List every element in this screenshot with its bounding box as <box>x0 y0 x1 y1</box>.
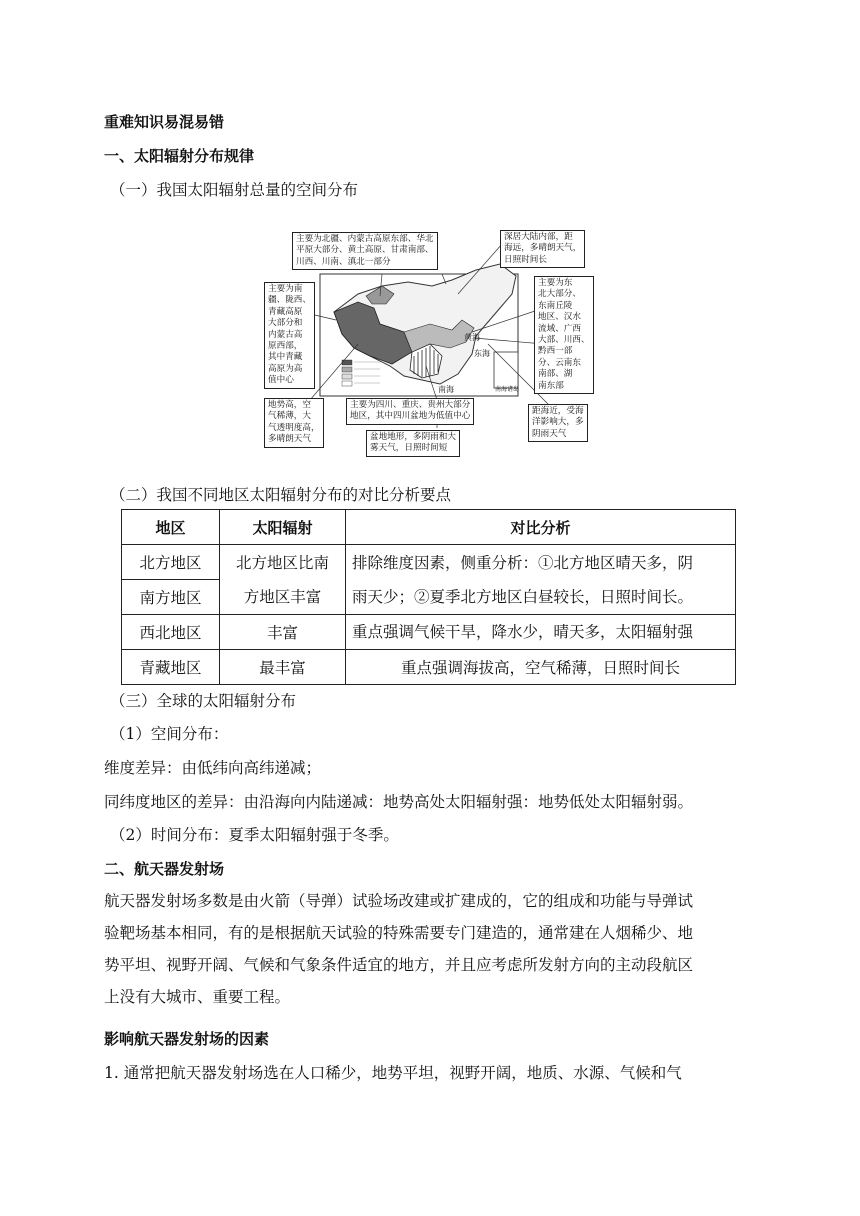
paragraph-line: 验靶场基本相同，有的是根据航天试验的特殊需要专门建造的，通常建在人烟稀少、地 <box>104 924 694 942</box>
table-cell-region: 青藏地区 <box>122 650 220 685</box>
table-header: 地区 <box>122 510 220 545</box>
subheading-3: （三）全球的太阳辐射分布 <box>110 692 297 710</box>
label-donghai: 东海 <box>474 349 490 358</box>
table-cell-analysis: 重点强调气候干旱，降水少，晴天多，太阳辐射强 <box>346 615 736 650</box>
factors-heading: 影响航天器发射场的因素 <box>104 1030 270 1048</box>
paragraph-line: 势平坦、视野开阔、气候和气象条件适宜的地方，并且应考虑所发射方向的主动段航区 <box>104 956 694 974</box>
subheading-2: （二）我国不同地区太阳辐射分布的对比分析要点 <box>110 486 452 504</box>
map-box-basin-reason: 盆地地形，多阴雨和大 雾天气，日照时间短 <box>366 430 460 457</box>
radiation-comparison-table <box>121 509 736 685</box>
solar-radiation-map-figure <box>262 224 602 460</box>
table-cell-analysis: 重点强调海拔高，空气稀薄，日照时间长 <box>346 650 736 685</box>
label-nanhai-islands: 南海诸岛 <box>495 386 520 393</box>
time-distribution-text: （2）时间分布：夏季太阳辐射强于冬季。 <box>110 826 399 844</box>
merged-radiation-line: 方地区丰富 <box>243 587 322 606</box>
paragraph-line: 上没有大城市、重要工程。 <box>104 988 291 1006</box>
label-huanghai: 黄海 <box>464 333 480 342</box>
table-cell-radiation-merged <box>220 545 346 615</box>
table-cell-region: 南方地区 <box>122 580 220 615</box>
map-box-high-value-regions: 主要为南 疆、陇西、 青藏高原 大部分和 内蒙古高 原西部， 其中青藏 高原为高 值中心 <box>264 282 315 389</box>
table-row <box>122 545 736 580</box>
table-cell-analysis-merged <box>346 545 736 615</box>
table-cell-radiation: 丰富 <box>220 615 346 650</box>
doc-title: 重难知识易混易错 <box>104 113 225 131</box>
map-box-inland-reason: 深居大陆内部，距 海远，多晴朗天气， 日照时间长 <box>500 230 585 268</box>
launch-site-paragraph <box>104 885 760 1013</box>
same-latitude-difference-text: 同纬度地区的差异：由沿海向内陆递减：地势高处太阳辐射强：地势低处太阳辐射弱。 <box>104 793 694 811</box>
section2-heading: 二、航天器发射场 <box>104 860 225 878</box>
subheading-1: （一）我国太阳辐射总量的空间分布 <box>110 181 359 199</box>
latitude-difference-text: 维度差异：由低纬向高纬递减； <box>104 759 322 777</box>
merged-analysis-line: 排除维度因素，侧重分析：①北方地区晴天多，阴 <box>352 553 694 572</box>
table-row <box>122 650 736 685</box>
table-header-row <box>122 510 736 545</box>
table-header: 太阳辐射 <box>220 510 346 545</box>
map-box-sichuan-regions: 主要为四川、重庆、贵州大部分 地区，其中四川盆地为低值中心 <box>346 398 474 425</box>
paragraph-line: 航天器发射场多数是由火箭（导弹）试验场改建或扩建成的，它的组成和功能与导弹试 <box>104 892 694 910</box>
space-distribution-title: （1）空间分布： <box>110 725 229 743</box>
table-cell-region: 西北地区 <box>122 615 220 650</box>
label-nanhai: 南海 <box>438 385 454 394</box>
section1-heading: 一、太阳辐射分布规律 <box>104 147 255 165</box>
map-box-plateau-reason: 地势高，空 气稀薄，大 气透明度高， 多晴朗天气 <box>264 398 324 448</box>
factor-1-text: 1. 通常把航天器发射场选在人口稀少，地势平坦，视野开阔，地质、水源、气候和气 <box>104 1064 682 1082</box>
table-cell-region: 北方地区 <box>122 545 220 580</box>
table-cell-radiation: 最丰富 <box>220 650 346 685</box>
merged-analysis-line: 雨天少；②夏季北方地区白昼较长，日照时间长。 <box>352 587 694 606</box>
table-header: 对比分析 <box>346 510 736 545</box>
merged-radiation-line: 北方地区比南 <box>235 553 329 572</box>
map-box-coastal-reason: 距海近，受海 洋影响大，多 阴雨天气 <box>528 404 588 442</box>
map-box-east-regions: 主要为东 北大部分、 东南丘陵 地区、汉水 流域、广西 大部、川西、 黔西一部 分、云南东 南部、湖 南东部 <box>534 276 594 394</box>
table-row <box>122 615 736 650</box>
map-box-north-regions: 主要为北疆、内蒙古高原东部、华北 平原大部分、黄土高原、甘肃南部、 川西、川南、滇北一部分 <box>292 232 438 270</box>
